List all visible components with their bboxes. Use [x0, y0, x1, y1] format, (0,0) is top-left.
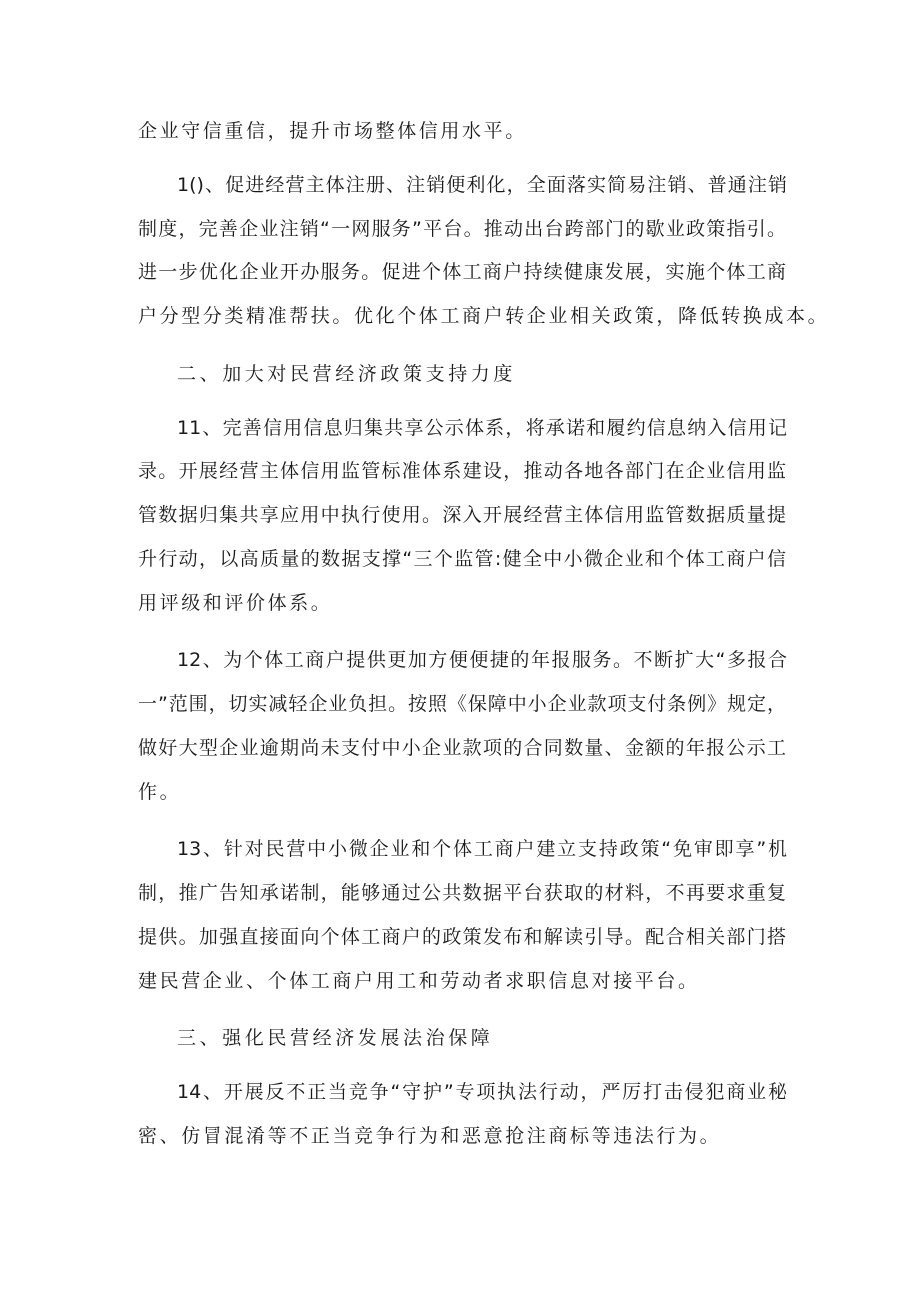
section-heading: 二、加大对民营经济政策支持力度 [177, 363, 517, 385]
paragraph-line: 户分型分类精准帮扶。优化个体工商户转企业相关政策，降低转换成本。 [138, 305, 830, 327]
paragraph-line: 1()、促进经营主体注册、注销便利化，全面落实简易注销、普通注销 [177, 174, 787, 196]
paragraph-line: 管数据归集共享应用中执行使用。深入开展经营主体信用监管数据质量提 [138, 504, 786, 526]
paragraph-line: 企业守信重信，提升市场整体信用水平。 [138, 120, 527, 142]
paragraph-line: 12、为个体工商户提供更加方便便捷的年报服务。不断扩大“多报合 [177, 649, 787, 671]
paragraph-line: 提供。加强直接面向个体工商户的政策发布和解读引导。配合相关部门搭 [138, 926, 786, 948]
paragraph-line: 11、完善信用信息归集共享公示体系，将承诺和履约信息纳入信用记 [177, 417, 787, 439]
paragraph-line: 用评级和评价体系。 [138, 592, 333, 614]
paragraph-line: 14、开展反不正当竞争“守护”专项执法行动，严厉打击侵犯商业秘 [177, 1081, 787, 1103]
paragraph-line: 制度，完善企业注销“一网服务”平台。推动出台跨部门的歇业政策指引。 [138, 218, 786, 240]
paragraph-line: 升行动，以高质量的数据支撑“三个监管:健全中小微企业和个体工商户信 [138, 548, 786, 570]
section-heading: 三、强化民营经济发展法治保障 [177, 1027, 494, 1049]
paragraph-line: 密、仿冒混淆等不正当竞争行为和恶意抢注商标等违法行为。 [138, 1125, 722, 1147]
paragraph-line: 录。开展经营主体信用监管标准体系建设，推动各地各部门在企业信用监 [138, 460, 786, 482]
paragraph-line: 制，推广告知承诺制，能够通过公共数据平台获取的材料，不再要求重复 [138, 882, 786, 904]
paragraph-line: 做好大型企业逾期尚未支付中小企业款项的合同数量、金额的年报公示工 [138, 737, 786, 759]
paragraph-line: 建民营企业、个体工商户用工和劳动者求职信息对接平台。 [138, 970, 700, 992]
paragraph-line: 进一步优化企业开办服务。促进个体工商户持续健康发展，实施个体工商 [138, 261, 786, 283]
paragraph-line: 作。 [138, 781, 182, 803]
paragraph-line: 13、针对民营中小微企业和个体工商户建立支持政策“免审即享”机 [177, 838, 787, 860]
paragraph-line: 一”范围，切实减轻企业负担。按照《保障中小企业款项支付条例》规定， [138, 693, 786, 715]
